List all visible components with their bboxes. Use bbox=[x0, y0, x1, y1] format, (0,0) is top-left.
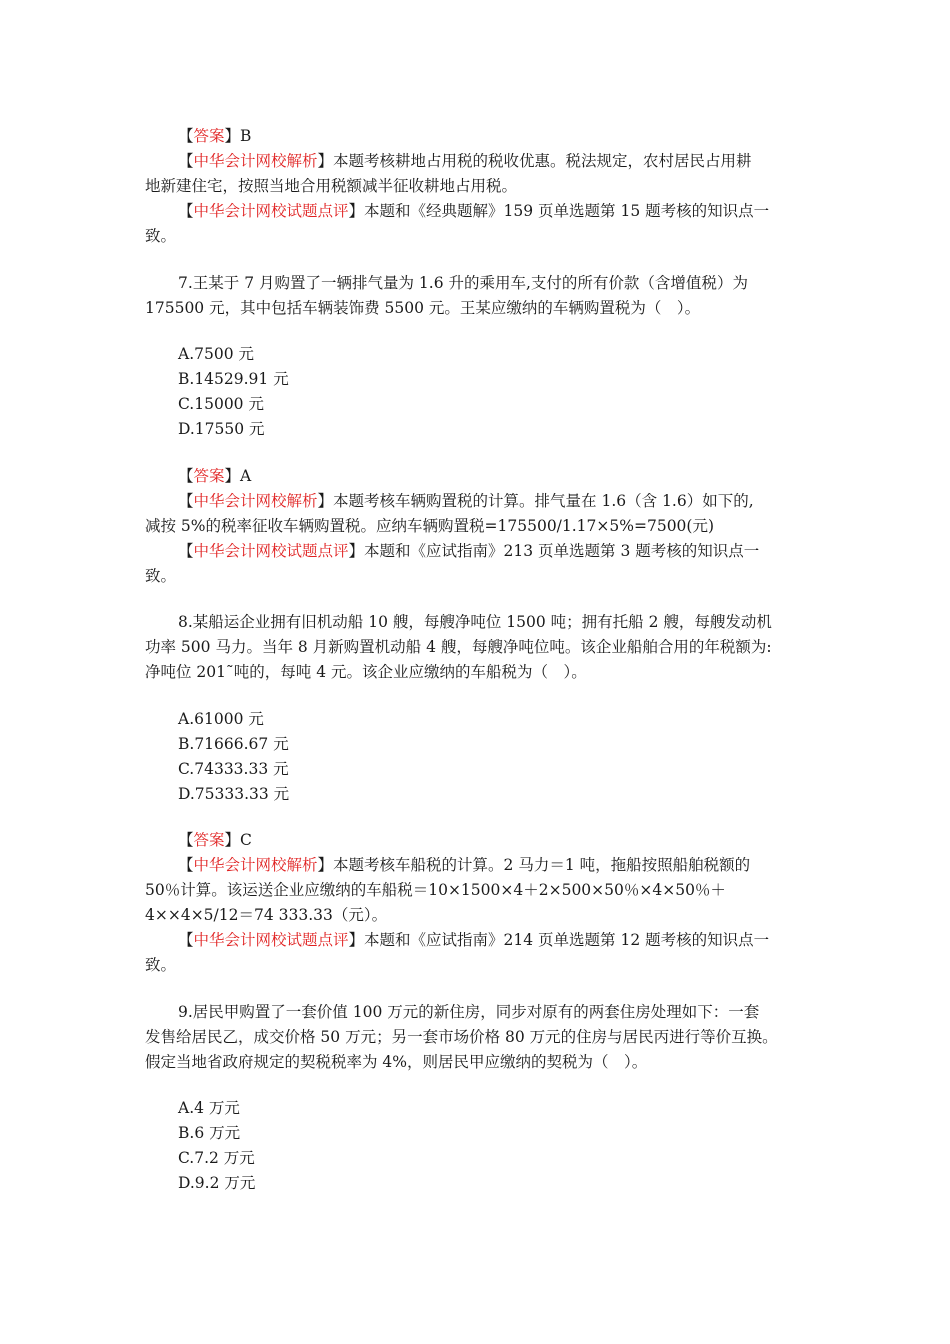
question-line bbox=[145, 610, 815, 635]
option-item bbox=[145, 1121, 815, 1146]
option-text: D.75333.33 元 bbox=[178, 784, 290, 803]
option-item bbox=[145, 417, 815, 442]
review-label: 中华会计网校试题点评 bbox=[193, 931, 349, 949]
option-item bbox=[145, 757, 815, 782]
option-text: B.6 万元 bbox=[178, 1124, 241, 1142]
review-line bbox=[145, 564, 815, 589]
spacer bbox=[145, 589, 815, 611]
analysis-label: 中华会计网校解析 bbox=[193, 856, 318, 874]
analysis-text: 本题考核车船税的计算。2 马力＝1 吨，拖船按照船舶税额的 bbox=[333, 856, 751, 874]
option-item bbox=[145, 707, 815, 732]
question-line bbox=[145, 296, 815, 321]
question-text: 9.居民甲购置了一套价值 100 万元的新住房，同步对原有的两套住房处理如下：一套 bbox=[178, 1002, 760, 1021]
analysis-line: 【中华会计网校解析】本题考核车船税的计算。2 马力＝1 吨，拖船按照船舶税额的 bbox=[178, 856, 751, 874]
review-text: 致。 bbox=[145, 566, 177, 585]
review-line bbox=[145, 224, 815, 249]
review-line: 【中华会计网校试题点评】本题和《应试指南》214 页单选题第 12 题考核的知识点一 bbox=[178, 931, 770, 949]
option-item bbox=[145, 1146, 815, 1171]
spacer bbox=[145, 978, 815, 1000]
option-text: A.4 万元 bbox=[178, 1099, 240, 1117]
answer-line: 【答案】B bbox=[178, 127, 252, 145]
option-text: C.7.2 万元 bbox=[178, 1149, 255, 1167]
question-line bbox=[145, 635, 815, 660]
question-line bbox=[145, 271, 815, 296]
answer-label: 答案 bbox=[193, 127, 225, 145]
option-item bbox=[145, 732, 815, 757]
question-line bbox=[145, 1000, 815, 1025]
option-item bbox=[145, 342, 815, 367]
analysis-text: 减按 5%的税率征收车辆购置税。应纳车辆购置税=175500/1.17×5%=7500(元) bbox=[145, 516, 715, 535]
review-text: 致。 bbox=[145, 227, 177, 245]
option-text: D.17550 元 bbox=[178, 420, 265, 438]
option-item bbox=[145, 392, 815, 417]
analysis-label: 中华会计网校解析 bbox=[193, 152, 318, 170]
analysis-text: 本题考核车辆购置税的计算。排气量在 1.6（含 1.6）如下的, bbox=[333, 491, 754, 510]
question-text: 7.王某于 7 月购置了一辆排气量为 1.6 升的乘用车,支付的所有价款（含增值税）为 bbox=[178, 273, 748, 292]
option-text: B.71666.67 元 bbox=[178, 734, 289, 753]
question-line bbox=[145, 1050, 815, 1075]
review-text: 本题和《经典题解》159 页单选题第 15 题考核的知识点一 bbox=[364, 202, 770, 220]
question-text: 8.某船运企业拥有旧机动船 10 艘，每艘净吨位 1500 吨；拥有托船 2 艘，每艘发动机 bbox=[178, 613, 772, 631]
review-line: 【中华会计网校试题点评】本题和《应试指南》213 页单选题第 3 题考核的知识点一 bbox=[178, 541, 760, 560]
answer-value: C bbox=[240, 831, 252, 849]
answer-value: B bbox=[240, 127, 252, 145]
analysis-text: 本题考核耕地占用税的税收优惠。税法规定，农村居民占用耕 bbox=[333, 152, 752, 170]
spacer bbox=[145, 1075, 815, 1097]
option-text: A.61000 元 bbox=[178, 709, 264, 728]
analysis-line: 【中华会计网校解析】本题考核耕地占用税的税收优惠。税法规定，农村居民占用耕 bbox=[178, 152, 752, 170]
review-line: 【中华会计网校试题点评】本题和《经典题解》159 页单选题第 15 题考核的知识点一 bbox=[178, 202, 770, 220]
review-label: 中华会计网校试题点评 bbox=[193, 202, 349, 220]
analysis-line bbox=[145, 174, 815, 199]
question-line bbox=[145, 1025, 815, 1050]
answer-label: 答案 bbox=[193, 831, 225, 849]
option-text: D.9.2 万元 bbox=[178, 1174, 256, 1192]
spacer bbox=[145, 321, 815, 343]
review-text: 致。 bbox=[145, 956, 177, 974]
spacer bbox=[145, 442, 815, 464]
analysis-text: 地新建住宅，按照当地合用税额减半征收耕地占用税。 bbox=[145, 177, 518, 195]
question-text: 假定当地省政府规定的契税税率为 4%，则居民甲应缴纳的契税为（ ）。 bbox=[145, 1052, 648, 1071]
analysis-line: 【中华会计网校解析】本题考核车辆购置税的计算。排气量在 1.6（含 1.6）如下的, bbox=[178, 491, 754, 510]
answer-line: 【答案】C bbox=[178, 831, 252, 849]
option-item bbox=[145, 367, 815, 392]
question-line bbox=[145, 660, 815, 685]
option-text: B.14529.91 元 bbox=[178, 370, 289, 388]
document-body bbox=[145, 124, 815, 1196]
question-text: 净吨位 201˜吨的，每吨 4 元。该企业应缴纳的车船税为（ ）。 bbox=[145, 663, 587, 681]
answer-value: A bbox=[240, 466, 252, 485]
analysis-line bbox=[145, 903, 815, 928]
option-text: C.74333.33 元 bbox=[178, 759, 289, 778]
option-item bbox=[145, 1171, 815, 1196]
analysis-text: 50％计算。该运送企业应缴纳的车船税＝10×1500×4＋2×500×50％×4×50％＋ bbox=[145, 881, 726, 899]
question-text: 发售给居民乙，成交价格 50 万元；另一套市场价格 80 万元的住房与居民丙进行等价互换。 bbox=[145, 1027, 778, 1046]
spacer bbox=[145, 685, 815, 707]
option-item bbox=[145, 782, 815, 807]
review-line bbox=[145, 953, 815, 978]
question-text: 功率 500 马力。当年 8 月新购置机动船 4 艘，每艘净吨位吨。该企业船舶合用的年税额为: bbox=[145, 638, 772, 656]
answer-label: 答案 bbox=[193, 466, 225, 485]
question-text: 175500 元，其中包括车辆装饰费 5500 元。王某应缴纳的车辆购置税为（ ）。 bbox=[145, 298, 701, 317]
answer-line: 【答案】A bbox=[178, 466, 252, 485]
review-text: 本题和《应试指南》214 页单选题第 12 题考核的知识点一 bbox=[364, 931, 770, 949]
analysis-line bbox=[145, 878, 815, 903]
review-label: 中华会计网校试题点评 bbox=[193, 541, 349, 560]
option-text: C.15000 元 bbox=[178, 395, 264, 413]
option-text: A.7500 元 bbox=[178, 345, 254, 363]
spacer bbox=[145, 807, 815, 829]
analysis-label: 中华会计网校解析 bbox=[193, 491, 318, 510]
spacer bbox=[145, 249, 815, 271]
review-text: 本题和《应试指南》213 页单选题第 3 题考核的知识点一 bbox=[364, 541, 760, 560]
analysis-text: 4××4×5/12＝74 333.33（元）。 bbox=[145, 906, 388, 924]
analysis-line bbox=[145, 514, 815, 539]
option-item bbox=[145, 1096, 815, 1121]
